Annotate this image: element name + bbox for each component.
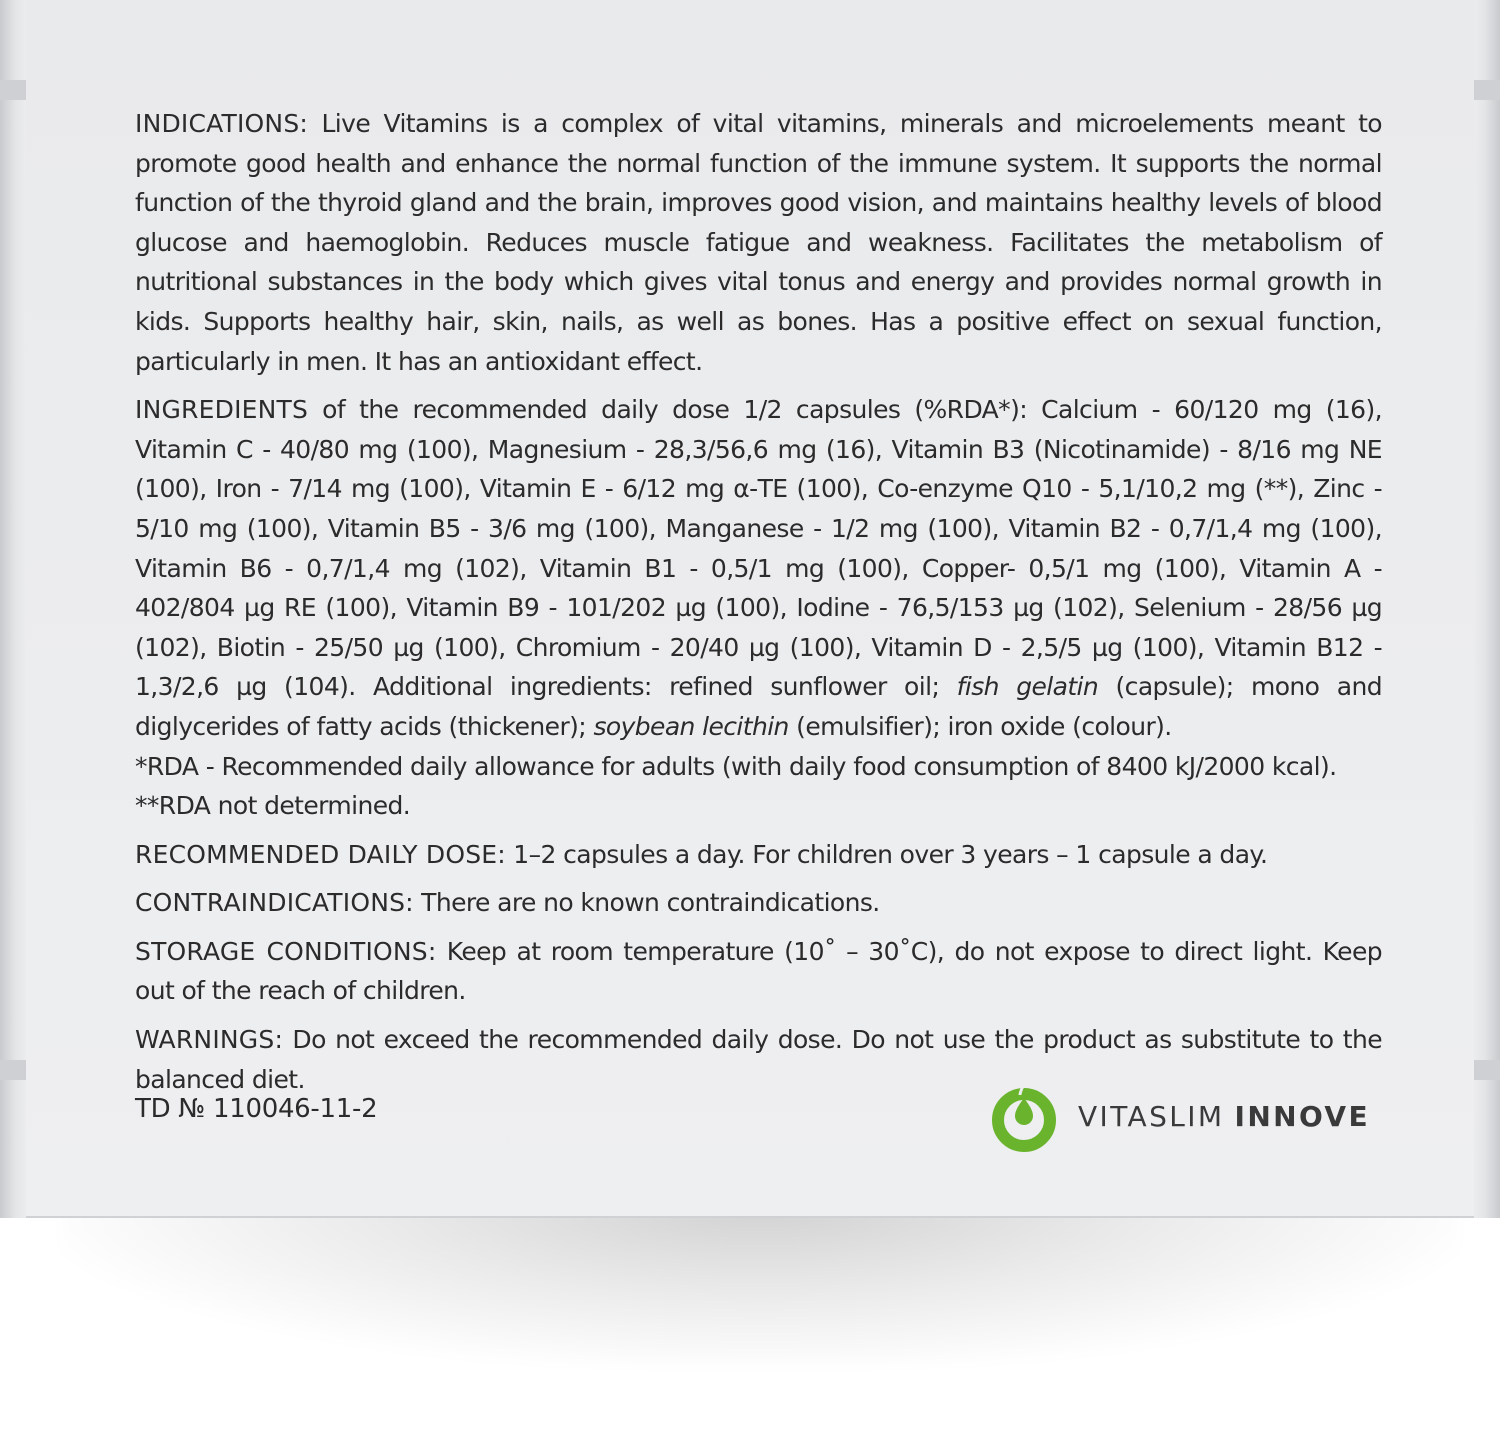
- contraindications-text: There are no known contraindications.: [421, 888, 880, 918]
- green-drop-ring-icon: [988, 1080, 1060, 1152]
- brand-name-light: VITASLIM: [1078, 1099, 1225, 1133]
- indications-text: Live Vitamins is a complex of vital vitamins, minerals and microelements meant to promote good health and enhance the normal function of the immune system. It supports the normal function of the thyroid gland and the brain, improves good vision, and maintains healthy levels of blood glucose and haemoglobin. Reduces muscle fatigue and weakness. Facilitates the metabolism of nutritional substances in the body which gives vital tonus and energy and provides normal growth in kids. Supports healthy hair, skin, nails, as well as bones. Has a positive effect on sexual function, particularly in men. It has an antioxidant effect.: [135, 109, 1383, 376]
- box-shadow: [60, 1205, 1460, 1365]
- left-top-fold: [0, 80, 26, 100]
- ingredients-text-2: (capsule); mono and diglycerides of fatty acids (thickener);: [135, 672, 1382, 741]
- indications-section: [135, 104, 1382, 381]
- right-box-edge: [1474, 0, 1500, 1218]
- ingredients-soybean-lecithin: soybean lecithin: [593, 711, 789, 741]
- ingredients-section: [135, 390, 1382, 746]
- brand-name-bold: INNOVE: [1234, 1099, 1371, 1133]
- contraindications-section: [135, 883, 1382, 923]
- storage-text: Keep at room temperature (10˚ – 30˚C), do not expose to direct light. Keep out of the reach of children.: [135, 936, 1382, 1006]
- brand-name: [1078, 1100, 1370, 1133]
- ingredients-text: of the recommended daily dose 1/2 capsules (%RDA*): Calcium - 60/120 mg (16), Vitamin C - 40/80 mg (100), Magnesium - 28,3/56,6 mg (16), Vitamin B3 (Nicotinamide) - 8/16 mg NE (100), Iron - 7/14 mg (100), Vitamin E - 6/12 mg α-TE (100), Co-enzyme Q10 - 5,1/10,2 mg (**), Zinc - 5/10 mg (100), Vitamin B5 - 3/6 mg (100), Manganese - 1/2 mg (100), Vitamin B2 - 0,7/1,4 mg (100), Vitamin B6 - 0,7/1,4 mg (102), Vitamin B1 - 0,5/1 mg (100), Copper- 0,5/1 mg (100), Vitamin A - 402/804 µg RE (100), Vitamin B9 - 101/202 µg (100), Iodine - 76,5/153 µg (102), Selenium - 28/56 µg (102), Biotin - 25/50 µg (100), Chromium - 20/40 µg (100), Vitamin D - 2,5/5 µg (100), Vitamin B12 - 1,3/2,6 µg (104). Additional ingredients: refined sunflower oil;: [135, 395, 1382, 702]
- contraindications-heading: CONTRAINDICATIONS:: [135, 888, 414, 918]
- ingredients-heading: INGREDIENTS: [135, 395, 309, 425]
- indications-heading: INDICATIONS:: [135, 109, 309, 138]
- storage-section: [135, 932, 1382, 1011]
- rda-not-determined-note: **RDA not determined.: [135, 791, 411, 821]
- storage-heading: STORAGE CONDITIONS:: [135, 936, 437, 966]
- td-number: TD № 110046-11-2: [135, 1094, 378, 1124]
- dose-section: [135, 835, 1382, 875]
- left-box-edge: [0, 0, 26, 1218]
- label-text-block: [135, 104, 1382, 1108]
- right-bottom-fold: [1474, 1060, 1500, 1080]
- right-top-fold: [1474, 80, 1500, 100]
- rda-footnote: *RDA - Recommended daily allowance for adults (with daily food consumption of 8400 kJ/2000 kcal).: [135, 751, 1337, 781]
- ingredients-text-3: (emulsifier); iron oxide (colour).: [796, 711, 1172, 741]
- dose-heading: RECOMMENDED DAILY DOSE:: [135, 839, 506, 869]
- warnings-heading: WARNINGS:: [135, 1025, 284, 1055]
- warnings-text: Do not exceed the recommended daily dose. Do not use the product as substitute to the balanced diet.: [135, 1025, 1382, 1094]
- ingredients-fish-gelatin: fish gelatin: [956, 672, 1099, 702]
- dose-text: 1–2 capsules a day. For children over 3 years – 1 capsule a day.: [513, 839, 1268, 869]
- left-bottom-fold: [0, 1060, 26, 1080]
- brand-logo: [988, 1080, 1370, 1152]
